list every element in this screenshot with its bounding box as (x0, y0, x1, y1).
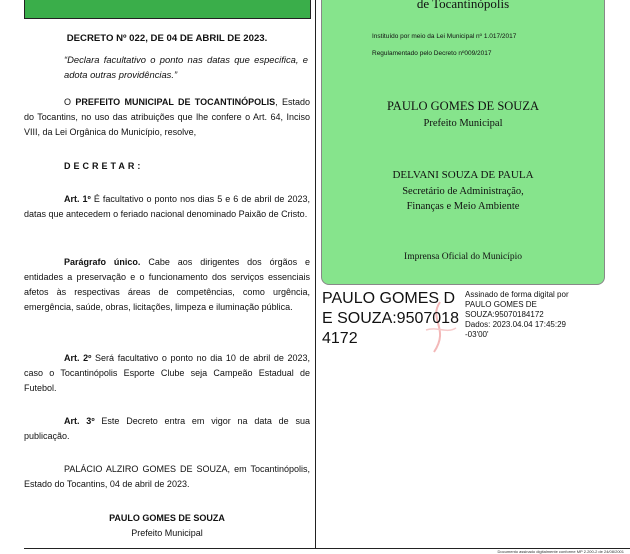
ds-line4: Dados: 2023.04.04 17:45:29 (465, 320, 566, 329)
masthead-imprensa: Imprensa Oficial do Município (404, 252, 522, 262)
masthead-secretary-role (322, 184, 604, 214)
paragrafo-label: Parágrafo único. (64, 257, 141, 267)
header-green-bar (24, 0, 311, 19)
secretary-role-line1: Secretário de Administração, (402, 186, 524, 197)
masthead-instituido: Instituído por meio da Lei Municipal nº 1.017/2017 (372, 33, 517, 40)
signer-role: Prefeito Municipal (131, 528, 203, 538)
decree-ementa: “Declara facultativo o ponto nas datas que especifica, e adota outras providências.” (64, 54, 308, 80)
article-2 (24, 351, 310, 396)
article-3-text: Este Decreto entra em vigor na data de sua publicação. (24, 416, 310, 441)
masthead-secretary-name: DELVANI SOUZA DE PAULA (392, 169, 534, 181)
paragrafo-unico (24, 255, 310, 315)
decree-intro (24, 95, 310, 140)
article-1 (24, 192, 310, 222)
ds-line5: -03'00' (465, 330, 489, 339)
article-2-text: Será facultativo o ponto no dia 10 de abril de 2023, caso o Tocantinópolis Esporte Clube seja Campeão Estadual de Futebol. (24, 353, 310, 393)
masthead-mayor-role: Prefeito Municipal (423, 118, 503, 129)
decretar-heading: DECRETAR: (64, 161, 144, 171)
article-2-label: Art. 2º (64, 353, 92, 363)
masthead-mayor-name: PAULO GOMES DE SOUZA (387, 99, 539, 113)
intro-bold: PREFEITO MUNICIPAL DE TOCANTINÓPOLIS (75, 97, 276, 107)
masthead-box (321, 0, 605, 285)
column-divider (315, 0, 316, 548)
article-1-text: É facultativo o ponto nos dias 5 e 6 de abril de 2023, datas que antecedem o feriado nacional denominado Paixão de Cristo. (24, 194, 310, 219)
secretary-role-line2: Finanças e Meio Ambiente (406, 201, 520, 212)
footer-note: Documento assinado digitalmente conforme MP 2.200-2 de 24/08/2001 (497, 549, 624, 554)
article-3-label: Art. 3º (64, 416, 95, 426)
ds-line2: PAULO GOMES DE (465, 300, 537, 309)
ds-line1: Assinado de forma digital por (465, 290, 569, 299)
digital-signature-name: PAULO GOMES DE SOUZA:95070184172 (322, 290, 459, 347)
article-1-label: Art. 1º (64, 194, 91, 204)
article-3 (24, 414, 310, 444)
palacio-closing: PALÁCIO ALZIRO GOMES DE SOUZA, em Tocantinópolis, Estado do Tocantins, 04 de abril de 2023. (24, 464, 310, 489)
digital-signature-info (465, 290, 605, 340)
intro-prefix: O (64, 97, 76, 107)
masthead-city: de Tocantinópolis (416, 0, 510, 11)
paragrafo-text: Cabe aos dirigentes dos órgãos e entidades a preservação e o funcionamento dos serviços essenciais afetos às respectivas áreas de competências, como urgência, emergência, saúde, obras, licitações, limpeza e iluminação pública. (24, 257, 311, 312)
signer-name: PAULO GOMES DE SOUZA (109, 513, 225, 523)
decree-title: DECRETO Nº 022, DE 04 DE ABRIL DE 2023. (66, 33, 268, 44)
masthead-regulamentado: Regulamentado pelo Decreto nº009/2017 (372, 50, 492, 57)
intro-rest: , Estado do Tocantins, no uso das atribuições que lhe confere o Art. 64, Inciso VIII, da Lei Orgânica do Município, resolve, (24, 97, 310, 137)
ds-line3: SOUZA:95070184172 (465, 310, 544, 319)
